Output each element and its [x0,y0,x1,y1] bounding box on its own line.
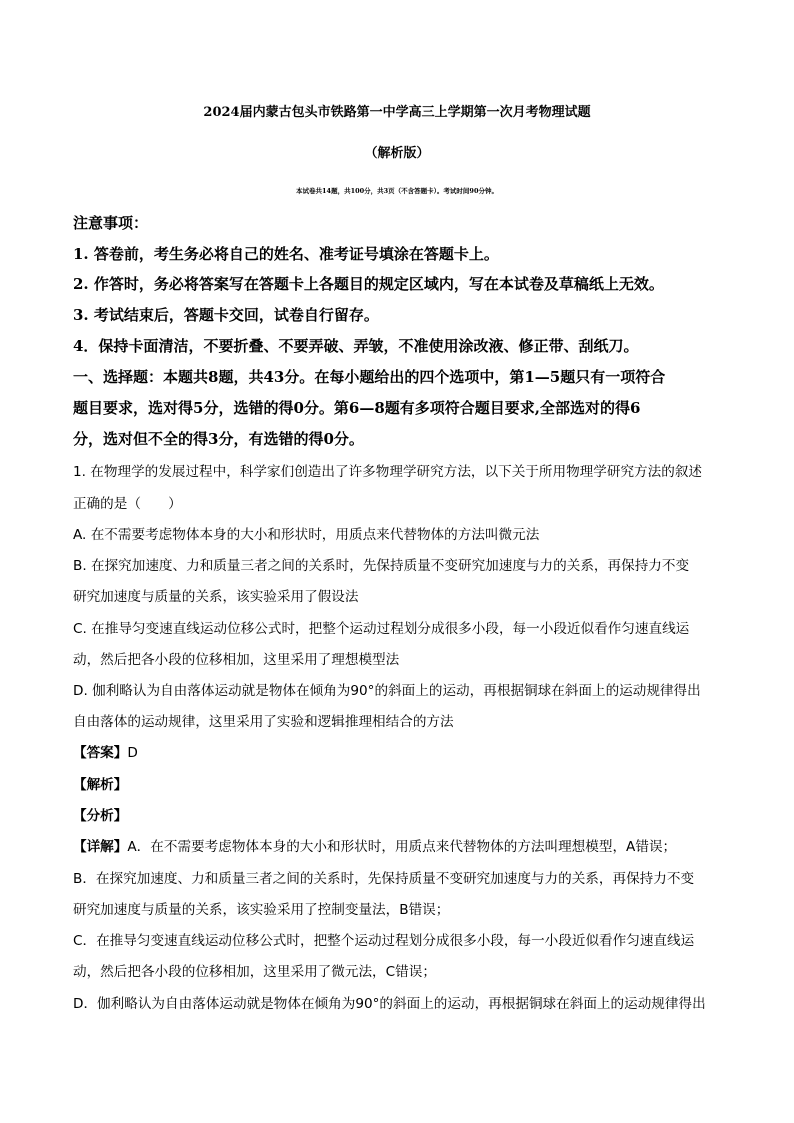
answer-line [73,743,138,763]
detail-line-b1: B．在探究加速度、力和质量三者之间的关系时，先保持质量不变研究加速度与力的关系，再保持力不变 [73,871,695,887]
option-d-line-1: D. 伽利略认为自由落体运动就是物体在倾角为90°的斜面上的运动，再根据铜球在斜面上的运动规律得出 [73,683,701,699]
detail-text-a: A．在不需要考虑物体本身的大小和形状时，用质点来代替物体的方法叫理想模型，A错误； [127,839,677,855]
analysis-sub-label: 【分析】 [73,808,128,824]
detail-line-a [73,837,676,857]
notice-item-1: 1. 答卷前，考生务必将自己的姓名、准考证号填涂在答题卡上。 [73,245,499,263]
option-b-line-2: 研究加速度与质量的关系，该实验采用了假设法 [73,589,359,605]
detail-line-c2: 动，然后把各小段的位移相加，这里采用了微元法，C错误； [73,964,436,980]
question-1-line-1: 1. 在物理学的发展过程中，科学家们创造出了许多物理学研究方法，以下关于所用物理学研究方法的叙述 [73,464,703,480]
exam-title: 2024届内蒙古包头市铁路第一中学高三上学期第一次月考物理试题 [203,105,591,120]
notice-item-3: 3. 考试结束后，答题卡交回，试卷自行留存。 [73,306,379,324]
section-instruction-line-3: 分，选对但不全的得3分，有选错的得0分。 [73,430,364,448]
section-instruction-line-1: 一、选择题：本题共8题，共43分。在每小题给出的四个选项中，第1—5题只有一项符合 [73,368,666,386]
detail-line-b2: 研究加速度与质量的关系，该实验采用了控制变量法，B错误； [73,902,450,918]
detail-line-d1: D．伽利略认为自由落体运动就是物体在倾角为90°的斜面上的运动，再根据铜球在斜面上的运动规律得出 [73,996,706,1012]
notice-item-4: 4．保持卡面清洁，不要折叠、不要弄破、弄皱，不准使用涂改液、修正带、刮纸刀。 [73,337,639,355]
answer-value: D [127,745,138,761]
notice-item-2: 2. 作答时，务必将答案写在答题卡上各题目的规定区域内，写在本试卷及草稿纸上无效。 [73,275,664,293]
exam-subtitle: （解析版） [364,146,430,161]
option-c-line-1: C. 在推导匀变速直线运动位移公式时，把整个运动过程划分成很多小段，每一小段近似看作匀速直线运 [73,621,690,637]
option-d-line-2: 自由落体的运动规律，这里采用了实验和逻辑推理相结合的方法 [73,714,454,730]
notice-heading: 注意事项： [73,214,149,232]
analysis-label: 【解析】 [73,777,128,793]
section-instruction-line-2: 题目要求，选对得5分，选错的得0分。第6—8题有多项符合题目要求,全部选对的得6 [73,399,641,417]
question-1-line-2: 正确的是（ ） [73,496,182,512]
detail-label: 【详解】 [73,839,128,855]
option-b-line-1: B. 在探究加速度、力和质量三者之间的关系时，先保持质量不变研究加速度与力的关系，再保持力不变 [73,558,690,574]
detail-line-c1: C．在推导匀变速直线运动位移公式时，把整个运动过程划分成很多小段，每一小段近似看作匀速直线运 [73,933,695,949]
exam-intro: 本试卷共14题，共100分，共3页（不含答题卡）。考试时间90分钟。 [296,187,498,195]
option-a: A. 在不需要考虑物体本身的大小和形状时，用质点来代替物体的方法叫微元法 [73,527,540,543]
option-c-line-2: 动，然后把各小段的位移相加，这里采用了理想模型法 [73,652,400,668]
answer-label: 【答案】 [73,745,128,761]
